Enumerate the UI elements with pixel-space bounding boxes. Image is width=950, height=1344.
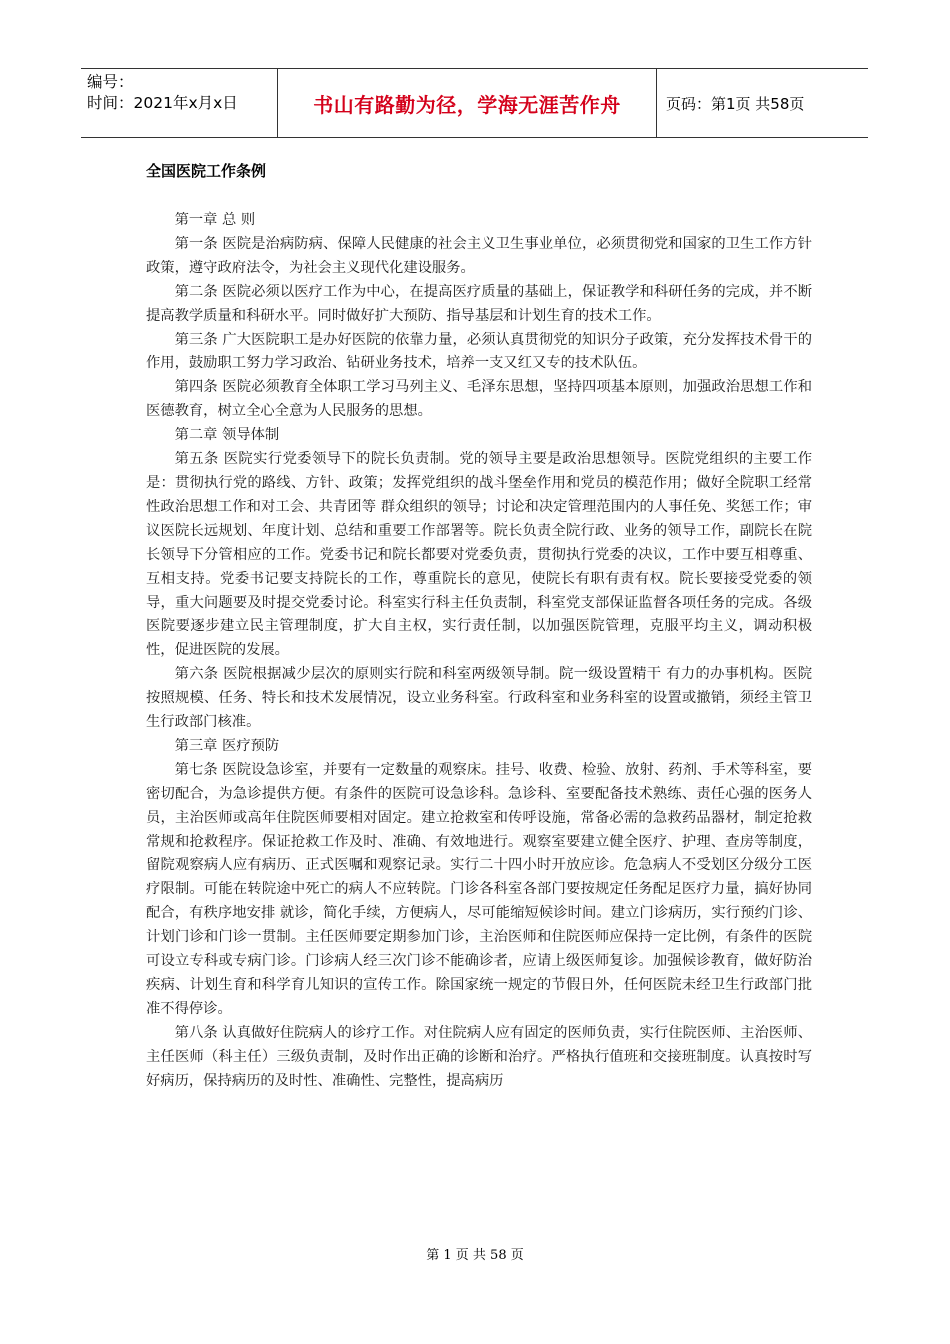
date-label: 时间：2021年x月x日: [87, 94, 238, 112]
chapter-heading: 第三章 医疗预防: [174, 737, 280, 754]
header-page-info: 页码：第1页 共58页: [666, 94, 805, 113]
document-title: 全国医院工作条例: [146, 162, 267, 180]
article-paragraph: 第四条 医院必须教育全体职工学习马列主义、毛泽东思想，坚持四项基本原则，加强政治思想工作和医德教育，树立全心全意为人民服务的思想。: [146, 379, 812, 420]
article-paragraph: 第七条 医院设急诊室，并要有一定数量的观察床。挂号、收费、检验、放射、药剂、手术等科室，要密切配合，为急诊提供方便。有条件的医院可设急诊科。急诊科、室要配备技术熟练、责任心强的医务人员，主治医师或高年住院医师要相对固定。建立抢救室和传呼设施，常备必需的急救药品器材，制定抢救常规和抢救程序。保证抢救工作及时、准确、有效地进行。观察室要建立健全医疗、护理、查房等制度，留院观察病人应有病历、正式医嘱和观察记录。实行二十四小时开放应诊。危急病人不受划区分级分工医疗限制。可能在转院途中死亡的病人不应转院。门诊各科室各部门要按规定任务配足医疗力量，搞好协同配合，有秩序地安排 就诊，简化手续，方便病人，尽可能缩短候诊时间。建立门诊病历，实行预约门诊、计划门诊和门诊一贯制。主任医师要定期参加门诊，主治医师和住院医师应保持一定比例，有条件的医院可设立专科或专病门诊。门诊病人经三次门诊不能确诊者，应请上级医师复诊。加强候诊教育，做好防治疾病、计划生育和科学育儿知识的宣传工作。除国家统一规定的节假日外，任何医院未经卫生行政部门批准不得停诊。: [146, 761, 812, 1017]
article-paragraph: 第二条 医院必须以医疗工作为中心，在提高医疗质量的基础上，保证教学和科研任务的完成，并不断提高教学质量和科研水平。同时做好扩大预防、指导基层和计划生育的技术工作。: [146, 283, 812, 324]
article-paragraph: 第三条 广大医院职工是办好医院的依靠力量，必须认真贯彻党的知识分子政策，充分发挥技术骨干的作用，鼓励职工努力学习政治、钻研业务技术，培养一支又红又专的技术队伍。: [146, 331, 812, 372]
article-paragraph: 第五条 医院实行党委领导下的院长负责制。党的领导主要是政治思想领导。医院党组织的主要工作是：贯彻执行党的路线、方针、政策；发挥党组织的战斗堡垒作用和党员的模范作用；做好全院职工经常性政治思想工作和对工会、共青团等 群众组织的领导；讨论和决定管理范围内的人事任免、奖惩工作；审议医院长远规划、年度计划、总结和重要工作部署等。院长负责全院行政、业务的领导工作，副院长在院长领导下分管相应的工作。党委书记和院长都要对党委负责，贯彻执行党委的决议，工作中要互相尊重、互相支持。党委书记要支持院长的工作，尊重院长的意见，使院长有职有责有权。院长要接受党委的领导，重大问题要及时提交党委讨论。科室实行科主任负责制，科室党支部保证监督各项任务的完成。各级医院要逐步建立民主管理制度，扩大自主权，实行责任制，以加强医院管理，克服平均主义，调动积极性，促进医院的发展。: [146, 451, 812, 659]
header-motto: 书山有路勤为径，学海无涯苦作舟: [277, 69, 657, 137]
article-paragraph: 第一条 医院是治病防病、保障人民健康的社会主义卫生事业单位，必须贯彻党和国家的卫生工作方针政策，遵守政府法令，为社会主义现代化建设服务。: [146, 235, 812, 276]
article-paragraph: 第六条 医院根据减少层次的原则实行院和科室两级领导制。院一级设置精干 有力的办事机构。医院按照规模、任务、特长和技术发展情况，设立业务科室。行政科室和业务科室的设置或撤销，须经主管卫生行政部门核准。: [146, 666, 812, 731]
article-paragraph: 第八条 认真做好住院病人的诊疗工作。对住院病人应有固定的医师负责，实行住院医师、主治医师、主任医师（科主任）三级负责制，及时作出正确的诊断和治疗。严格执行值班和交接班制度。认真按时写好病历，保持病历的及时性、准确性、完整性，提高病历: [146, 1024, 812, 1089]
document-header: [81, 68, 868, 138]
page-footer: 第 1 页 共 58 页: [426, 1248, 524, 1263]
number-label: 编号：: [87, 73, 134, 91]
document-body: [146, 209, 812, 1094]
chapter-heading: 第二章 领导体制: [174, 427, 280, 444]
chapter-heading: 第一章 总 则: [174, 212, 256, 228]
header-meta-cell: [81, 69, 277, 137]
